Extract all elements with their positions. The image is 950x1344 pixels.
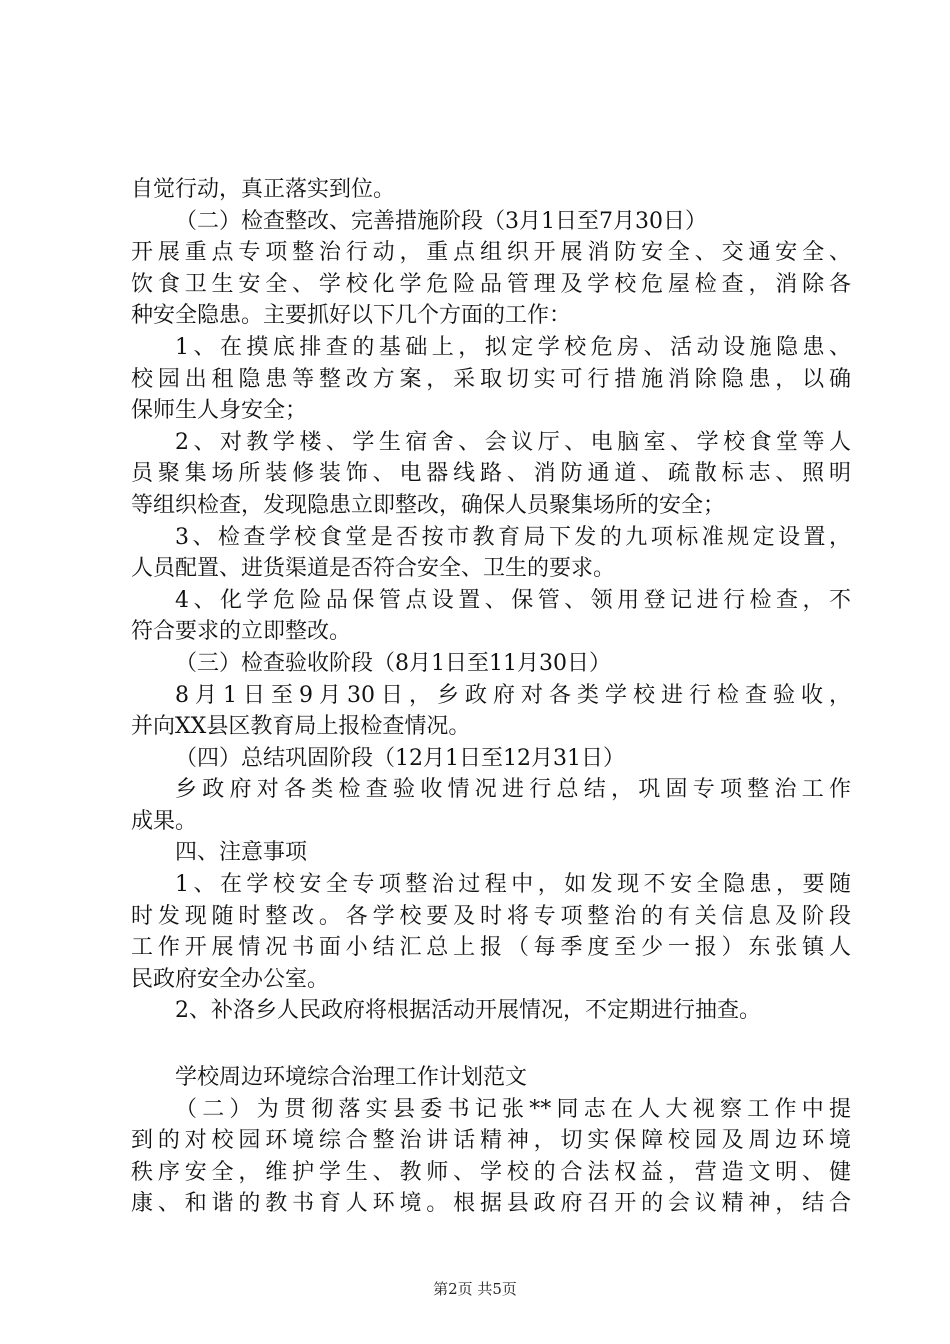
text-line: 秩序安全，维护学生、教师、学校的合法权益，营造文明、健 — [131, 1159, 851, 1185]
text-line: 8月1日至9月30日，乡政府对各类学校进行检查验收， — [175, 682, 851, 708]
text-line: 人员配置、进货渠道是否符合安全、卫生的要求。 — [131, 556, 616, 582]
text-line: 四、注意事项 — [175, 840, 308, 866]
text-line: 饮食卫生安全、学校化学危险品管理及学校危屋检查，消除各 — [131, 271, 851, 297]
text-line: 4、化学危险品保管点设置、保管、领用登记进行检查，不 — [175, 587, 851, 613]
document-body — [131, 174, 851, 1220]
text-line: 保师生人身安全； — [131, 398, 308, 424]
text-line: （四）总结巩固阶段（12月1日至12月31日） — [175, 745, 625, 771]
text-line: 1、在摸底排查的基础上，拟定学校危房、活动设施隐患、 — [175, 334, 851, 360]
text-line: 种安全隐患。主要抓好以下几个方面的工作： — [131, 303, 572, 329]
text-line: 时发现随时整改。各学校要及时将专项整治的有关信息及阶段 — [131, 903, 851, 929]
text-line: 1、在学校安全专项整治过程中，如发现不安全隐患，要随 — [175, 872, 851, 898]
text-line: 康、和谐的教书育人环境。根据县政府召开的会议精神，结合 — [131, 1191, 851, 1217]
text-line: 成果。 — [131, 808, 198, 834]
text-line: 2、补洛乡人民政府将根据活动开展情况，不定期进行抽查。 — [175, 998, 761, 1024]
text-line: 乡政府对各类检查验收情况进行总结，巩固专项整治工作 — [175, 777, 851, 803]
text-line: 员聚集场所装修装饰、电器线路、消防通道、疏散标志、照明 — [131, 461, 851, 487]
text-line: 校园出租隐患等整改方案，采取切实可行措施消除隐患，以确 — [131, 366, 851, 392]
text-line: 自觉行动，真正落实到位。 — [131, 177, 396, 202]
plan-section — [131, 174, 851, 1027]
text-line: 学校周边环境综合治理工作计划范文 — [175, 1065, 528, 1091]
text-line: （三）检查验收阶段（8月1日至11月30日） — [175, 650, 611, 676]
text-line: 开展重点专项整治行动，重点组织开展消防安全、交通安全、 — [131, 240, 851, 266]
next-article-section — [131, 1062, 851, 1220]
text-line: 3、检查学校食堂是否按市教育局下发的九项标准规定设置， — [175, 524, 851, 550]
text-line: 等组织检查，发现隐患立即整改，确保人员聚集场所的安全； — [131, 492, 726, 518]
section-gap — [131, 1027, 851, 1062]
text-line: （二）检查整改、完善措施阶段（3月1日至7月30日） — [175, 208, 707, 234]
text-line: 到的对校园环境综合整治讲话精神，切实保障校园及周边环境 — [131, 1128, 851, 1154]
text-line: 民政府安全办公室。 — [131, 966, 330, 992]
text-line: 并向XX县区教育局上报检查情况。 — [131, 714, 471, 740]
text-line: 符合要求的立即整改。 — [131, 619, 352, 645]
text-line: （二）为贯彻落实县委书记张**同志在人大视察工作中提 — [175, 1096, 851, 1122]
page-footer: 第2页 共5页 — [433, 1280, 517, 1298]
text-line: 工作开展情况书面小结汇总上报（每季度至少一报）东张镇人 — [131, 935, 851, 961]
text-line: 2、对教学楼、学生宿舍、会议厅、电脑室、学校食堂等人 — [175, 429, 851, 455]
